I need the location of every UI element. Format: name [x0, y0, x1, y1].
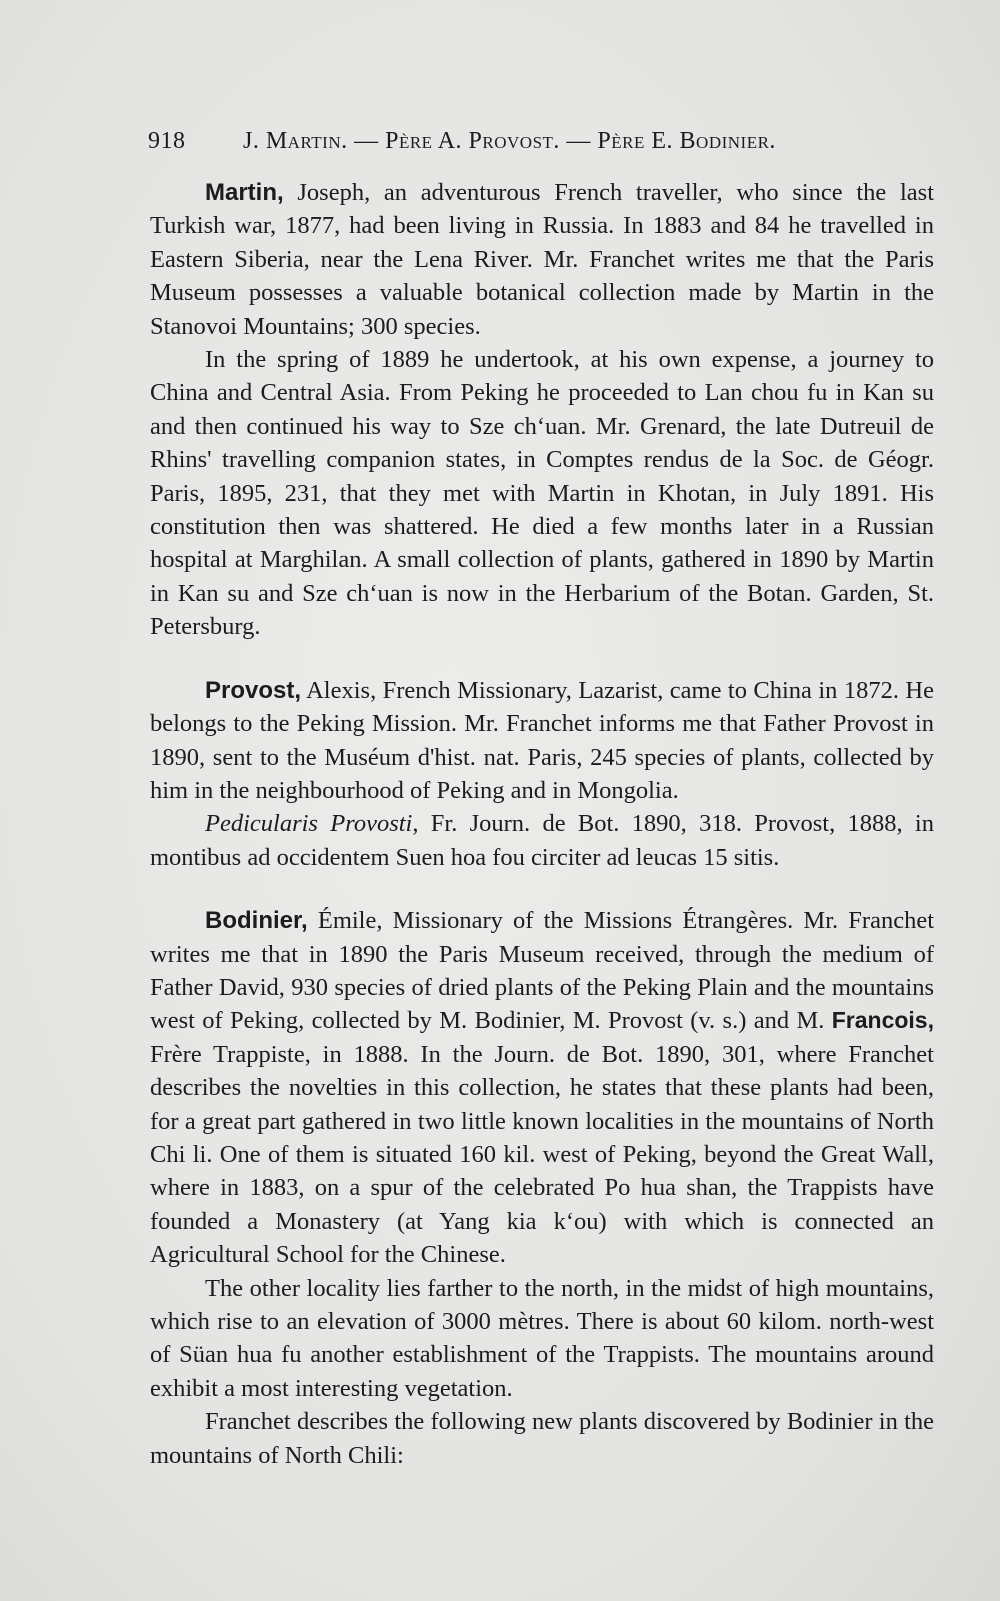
- paragraph-text: Émile, Missionary of the Missions Étrangères. Mr. Franchet writes me that in 1890 the Paris Museum received, through the medium of Father David, 930 species of dried plants of the Peking Plain and the mountains west of Peking, collected by M. Bodinier, M. Provost (v. s.) and M.: [150, 907, 934, 1035]
- citation: [150, 807, 934, 874]
- entry-name: Martin,: [205, 179, 284, 206]
- paragraph: Franchet describes the following new plants discovered by Bodinier in the mountains of North Chili:: [150, 1408, 934, 1469]
- citation-text: , Fr. Journ. de Bot. 1890, 318. Provost, 1888, in montibus ad occidentem Suen hoa fou circiter ad leucas 15 sitis.: [150, 810, 934, 871]
- entry-name: Provost,: [205, 676, 302, 704]
- entry-bodinier: [150, 904, 934, 1472]
- inline-name: Francois,: [831, 1007, 934, 1034]
- entry-name: Bodinier,: [205, 907, 308, 935]
- paragraph-text: Frère Trappiste, in 1888. In the Journ. de Bot. 1890, 301, where Franchet describes the novelties in this collection, he states that these plants had been, for a great part gathered in two little known localities in the mountains of North Chi li. One of them is situated 160 kil. west of Peking, beyond the Great Wall, where in 1883, on a spur of the celebrated Po hua shan, the Trappists have founded a Monastery (at Yang kia kʻou) with which is connected an Agricultural School for the Chinese.: [150, 1040, 934, 1269]
- page-number: 918: [148, 128, 186, 154]
- paragraph: In the spring of 1889 he undertook, at his own expense, a journey to China and Central Asia. From Peking he proceeded to Lan chou fu in Kan su and then continued his way to Sze chʻuan. Mr. Grenard, the late Dutreuil de Rhins' travelling companion states, in Comptes rendus de la Soc. de Géogr. Paris, 1895, 231, that they met with Martin in Khotan, in July 1891. His constitution then was shattered. He died a few months later in a Russian hospital at Marghilan. A small collection of plants, gathered in 1890 by Martin in Kan su and Sze chʻuan is now in the Herbarium of the Botan. Garden, St. Petersburg.: [150, 346, 934, 641]
- paragraph: The other locality lies farther to the north, in the midst of high mountains, which rise to an elevation of 3000 mètres. There is about 60 kilom. north-west of Süan hua fu another establishment of the Trappists. The mountains around exhibit a most interesting vegetation.: [150, 1274, 934, 1402]
- paragraph-text: Alexis, French Missionary, Lazarist, came to China in 1872. He belongs to the Peking Mission. Mr. Franchet informs me that Father Provost in 1890, sent to the Muséum d'hist. nat. Paris, 245 species of plants, collected by him in the neighbourhood of Peking and in Mongolia.: [150, 676, 934, 804]
- running-head: [148, 128, 948, 155]
- paragraph: [150, 674, 934, 808]
- body-text: [150, 176, 934, 1502]
- paragraph: [150, 176, 934, 343]
- page-title: J. Martin. — Père A. Provost. — Père E. Bodinier.: [243, 128, 776, 154]
- entry-martin: [150, 176, 934, 644]
- paragraph-text: Joseph, an adventurous French traveller, who since the last Turkish war, 1877, had been living in Russia. In 1883 and 84 he travelled in Eastern Siberia, near the Lena River. Mr. Franchet writes me that the Paris Museum possesses a valuable botanical collection made by Martin in the Stanovoi Mountains; 300 species.: [150, 179, 934, 340]
- species-name: Pedicularis Provosti: [205, 810, 413, 838]
- paragraph: [150, 904, 934, 1271]
- entry-provost: [150, 674, 934, 874]
